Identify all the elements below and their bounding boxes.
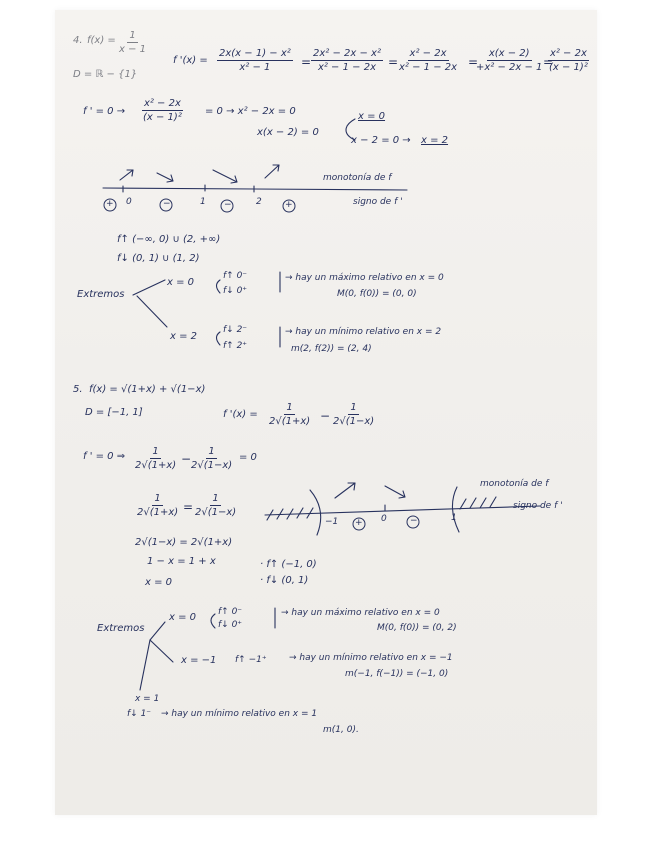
ex5-deriv-frac-2-num: 1 — [350, 402, 357, 413]
ex4-deriv-step-2-num: 2x² − 2x − x² — [313, 48, 381, 59]
ex4-eq-den: (x − 1)² — [143, 112, 182, 123]
ex5-ext2-x: x = −1 — [181, 655, 217, 666]
ex4-func-num: 1 — [129, 30, 136, 41]
ex4-deriv-step-4 — [474, 48, 544, 73]
ex4-axis-point-2: 2 — [256, 197, 262, 207]
ex5-eq-frac-2-den: 2√(1−x) — [191, 460, 233, 471]
ex5-axis-point-2: 1 — [451, 513, 457, 523]
ex4-ext1-top: f↑ 0⁻ — [223, 271, 248, 281]
ex4-deriv-step-4-den: +x² − 2x − 1 — [476, 62, 543, 73]
ex4-function — [117, 30, 148, 55]
ex5-eq-frac-1-num: 1 — [152, 446, 159, 457]
equals-sign: = — [543, 55, 554, 69]
ex4-sign-2: − — [163, 199, 171, 209]
ex5-ext1-x: x = 0 — [169, 612, 197, 623]
ex4-deriv-step-3-num: x² − 2x — [409, 48, 447, 59]
ex5-ext3-point: m(1, 0). — [323, 725, 359, 735]
ex4-deriv-step-1 — [217, 48, 293, 73]
equals-sign: = — [301, 55, 312, 69]
ex5-eq-frac-2 — [189, 446, 234, 471]
ex4-deriv-step-5 — [547, 48, 590, 73]
ex5-eq2-frac-2 — [193, 493, 238, 518]
ex4-sign-1: + — [106, 199, 114, 209]
ex4-root-2: x = 2 — [421, 135, 449, 146]
ex4-decreasing: f↓ (0, 1) ∪ (1, 2) — [117, 253, 200, 264]
ex5-sign-1: + — [355, 518, 363, 528]
ex5-deriv-frac-1 — [267, 402, 312, 427]
ex5-eq2-frac-1 — [135, 493, 180, 518]
ex4-sign-3: − — [224, 200, 232, 210]
ex5-deriv-frac-2-den: 2√(1−x) — [333, 416, 375, 427]
ex4-derivative-label: f '(x) = — [173, 55, 208, 66]
ex5-extremos-label: Extremos — [97, 623, 145, 634]
ex4-deriv-step-1-den: x² − 1 — [239, 62, 271, 73]
ex4-ext2-x: x = 2 — [170, 331, 198, 342]
ex5-axis-point-0: −1 — [325, 517, 339, 527]
ex5-deriv-frac-1-den: 2√(1+x) — [269, 416, 311, 427]
ex5-eq2-frac-2-num: 1 — [212, 493, 219, 504]
ex4-deriv-step-2 — [311, 48, 383, 73]
ex4-deriv-step-2-den: x² − 1 − 2x — [317, 62, 376, 73]
ex4-eq-fraction — [141, 98, 184, 123]
ex5-eq-frac-2-num: 1 — [208, 446, 215, 457]
ex5-eq-frac-1-den: 2√(1+x) — [135, 460, 177, 471]
ex5-deriv-frac-1-num: 1 — [286, 402, 293, 413]
ex4-ext2-point: m(2, f(2)) = (2, 4) — [291, 344, 372, 354]
ex4-deriv-step-3 — [397, 48, 459, 73]
ex4-domain: D = ℝ − {1} — [73, 69, 138, 80]
ex5-sign-2: − — [410, 516, 418, 526]
ex5-ext1-bot: f↓ 0⁺ — [218, 620, 243, 630]
ex5-deriv-frac-2 — [331, 402, 376, 427]
ex5-ext1-top: f↑ 0⁻ — [218, 607, 243, 617]
ex4-axis-point-0: 0 — [126, 197, 132, 207]
ex5-eq-label: f ' = 0 ⇒ — [83, 451, 126, 462]
ex4-ext2-top: f↓ 2⁻ — [223, 325, 248, 335]
ex5-increasing: · f↑ (−1, 0) — [260, 559, 317, 570]
ex5-derivative-label: f '(x) = — [223, 409, 258, 420]
ex4-signo-label: signo de f ' — [353, 197, 403, 207]
ex4-deriv-step-4-num: x(x − 2) — [488, 48, 530, 59]
ex5-domain: D = [−1, 1] — [85, 407, 143, 418]
ex5-header: 5. — [73, 384, 83, 395]
ex5-eq2-frac-1-num: 1 — [154, 493, 161, 504]
ex5-eq2-frac-2-den: 2√(1−x) — [195, 507, 237, 518]
ex4-deriv-step-3-den: x² − 1 − 2x — [399, 62, 458, 73]
ex4-func-den: x − 1 — [119, 44, 147, 55]
ex5-decreasing: · f↓ (0, 1) — [260, 575, 309, 586]
minus-sign: − — [181, 452, 192, 466]
minus-sign: − — [320, 409, 331, 423]
ex5-ext3-mid: f↓ 1⁻ — [127, 709, 152, 719]
ex5-axis-point-1: 0 — [381, 514, 387, 524]
ex5-function: f(x) = √(1+x) + √(1−x) — [89, 384, 206, 395]
ex4-ext1-point: M(0, f(0)) = (0, 0) — [337, 289, 417, 299]
ex5-signo-label: signo de f ' — [513, 501, 563, 511]
ex4-eq-label: f ' = 0 → — [83, 106, 126, 117]
ex5-ext3-note: → hay un mínimo relativo en x = 1 — [161, 709, 318, 719]
ex5-ext2-note: → hay un mínimo relativo en x = −1 — [289, 653, 453, 663]
ex4-ext2-note: → hay un mínimo relativo en x = 2 — [285, 327, 442, 337]
ex5-step-3: x = 0 — [145, 577, 173, 588]
ex4-monotonia-label: monotonía de f — [323, 173, 392, 183]
ex4-ext1-x: x = 0 — [167, 277, 195, 288]
ex4-root-1: x = 0 — [358, 111, 386, 122]
equals-sign: = — [183, 500, 194, 514]
ex5-monotonia-label: monotonía de f — [480, 479, 549, 489]
ex4-root-2-prefix: x − 2 = 0 → — [351, 135, 411, 146]
ex4-ext1-note: → hay un máximo relativo en x = 0 — [285, 273, 444, 283]
ex5-step-1: 2√(1−x) = 2√(1+x) — [135, 537, 233, 548]
ex5-ext3-x: x = 1 — [135, 694, 160, 704]
ex5-eq-frac-1 — [133, 446, 178, 471]
ex4-eq-rest: = 0 → x² − 2x = 0 — [205, 106, 296, 117]
ex4-ext1-bot: f↓ 0⁺ — [223, 286, 248, 296]
ex5-ext2-mid: f↑ −1⁺ — [235, 655, 267, 665]
ex4-axis-point-1: 1 — [200, 197, 206, 207]
equals-sign: = — [468, 55, 479, 69]
ex4-extremos-label: Extremos — [77, 289, 125, 300]
notebook-page — [55, 10, 597, 815]
ex4-ext2-bot: f↑ 2⁺ — [223, 341, 248, 351]
ex4-eq-num: x² − 2x — [143, 98, 181, 109]
ex4-func-label: f(x) = — [87, 35, 116, 46]
ex4-deriv-step-1-num: 2x(x − 1) − x² — [219, 48, 291, 59]
equals-sign: = — [388, 55, 399, 69]
ex4-factored: x(x − 2) = 0 — [257, 127, 319, 138]
ex4-sign-4: + — [285, 200, 293, 210]
ex4-header: 4. — [73, 35, 83, 46]
ex5-ext1-note: → hay un máximo relativo en x = 0 — [281, 608, 440, 618]
ex4-deriv-step-5-den: (x − 1)² — [549, 62, 588, 73]
ex5-eq2-frac-1-den: 2√(1+x) — [137, 507, 179, 518]
ex5-ext1-point: M(0, f(0)) = (0, 2) — [377, 623, 457, 633]
ex4-deriv-step-5-num: x² − 2x — [549, 48, 587, 59]
ex5-step-2: 1 − x = 1 + x — [147, 556, 216, 567]
ex5-ext2-point: m(−1, f(−1)) = (−1, 0) — [345, 669, 449, 679]
ex4-increasing: f↑ (−∞, 0) ∪ (2, +∞) — [117, 234, 221, 245]
ex5-eq-zero: = 0 — [239, 452, 257, 463]
